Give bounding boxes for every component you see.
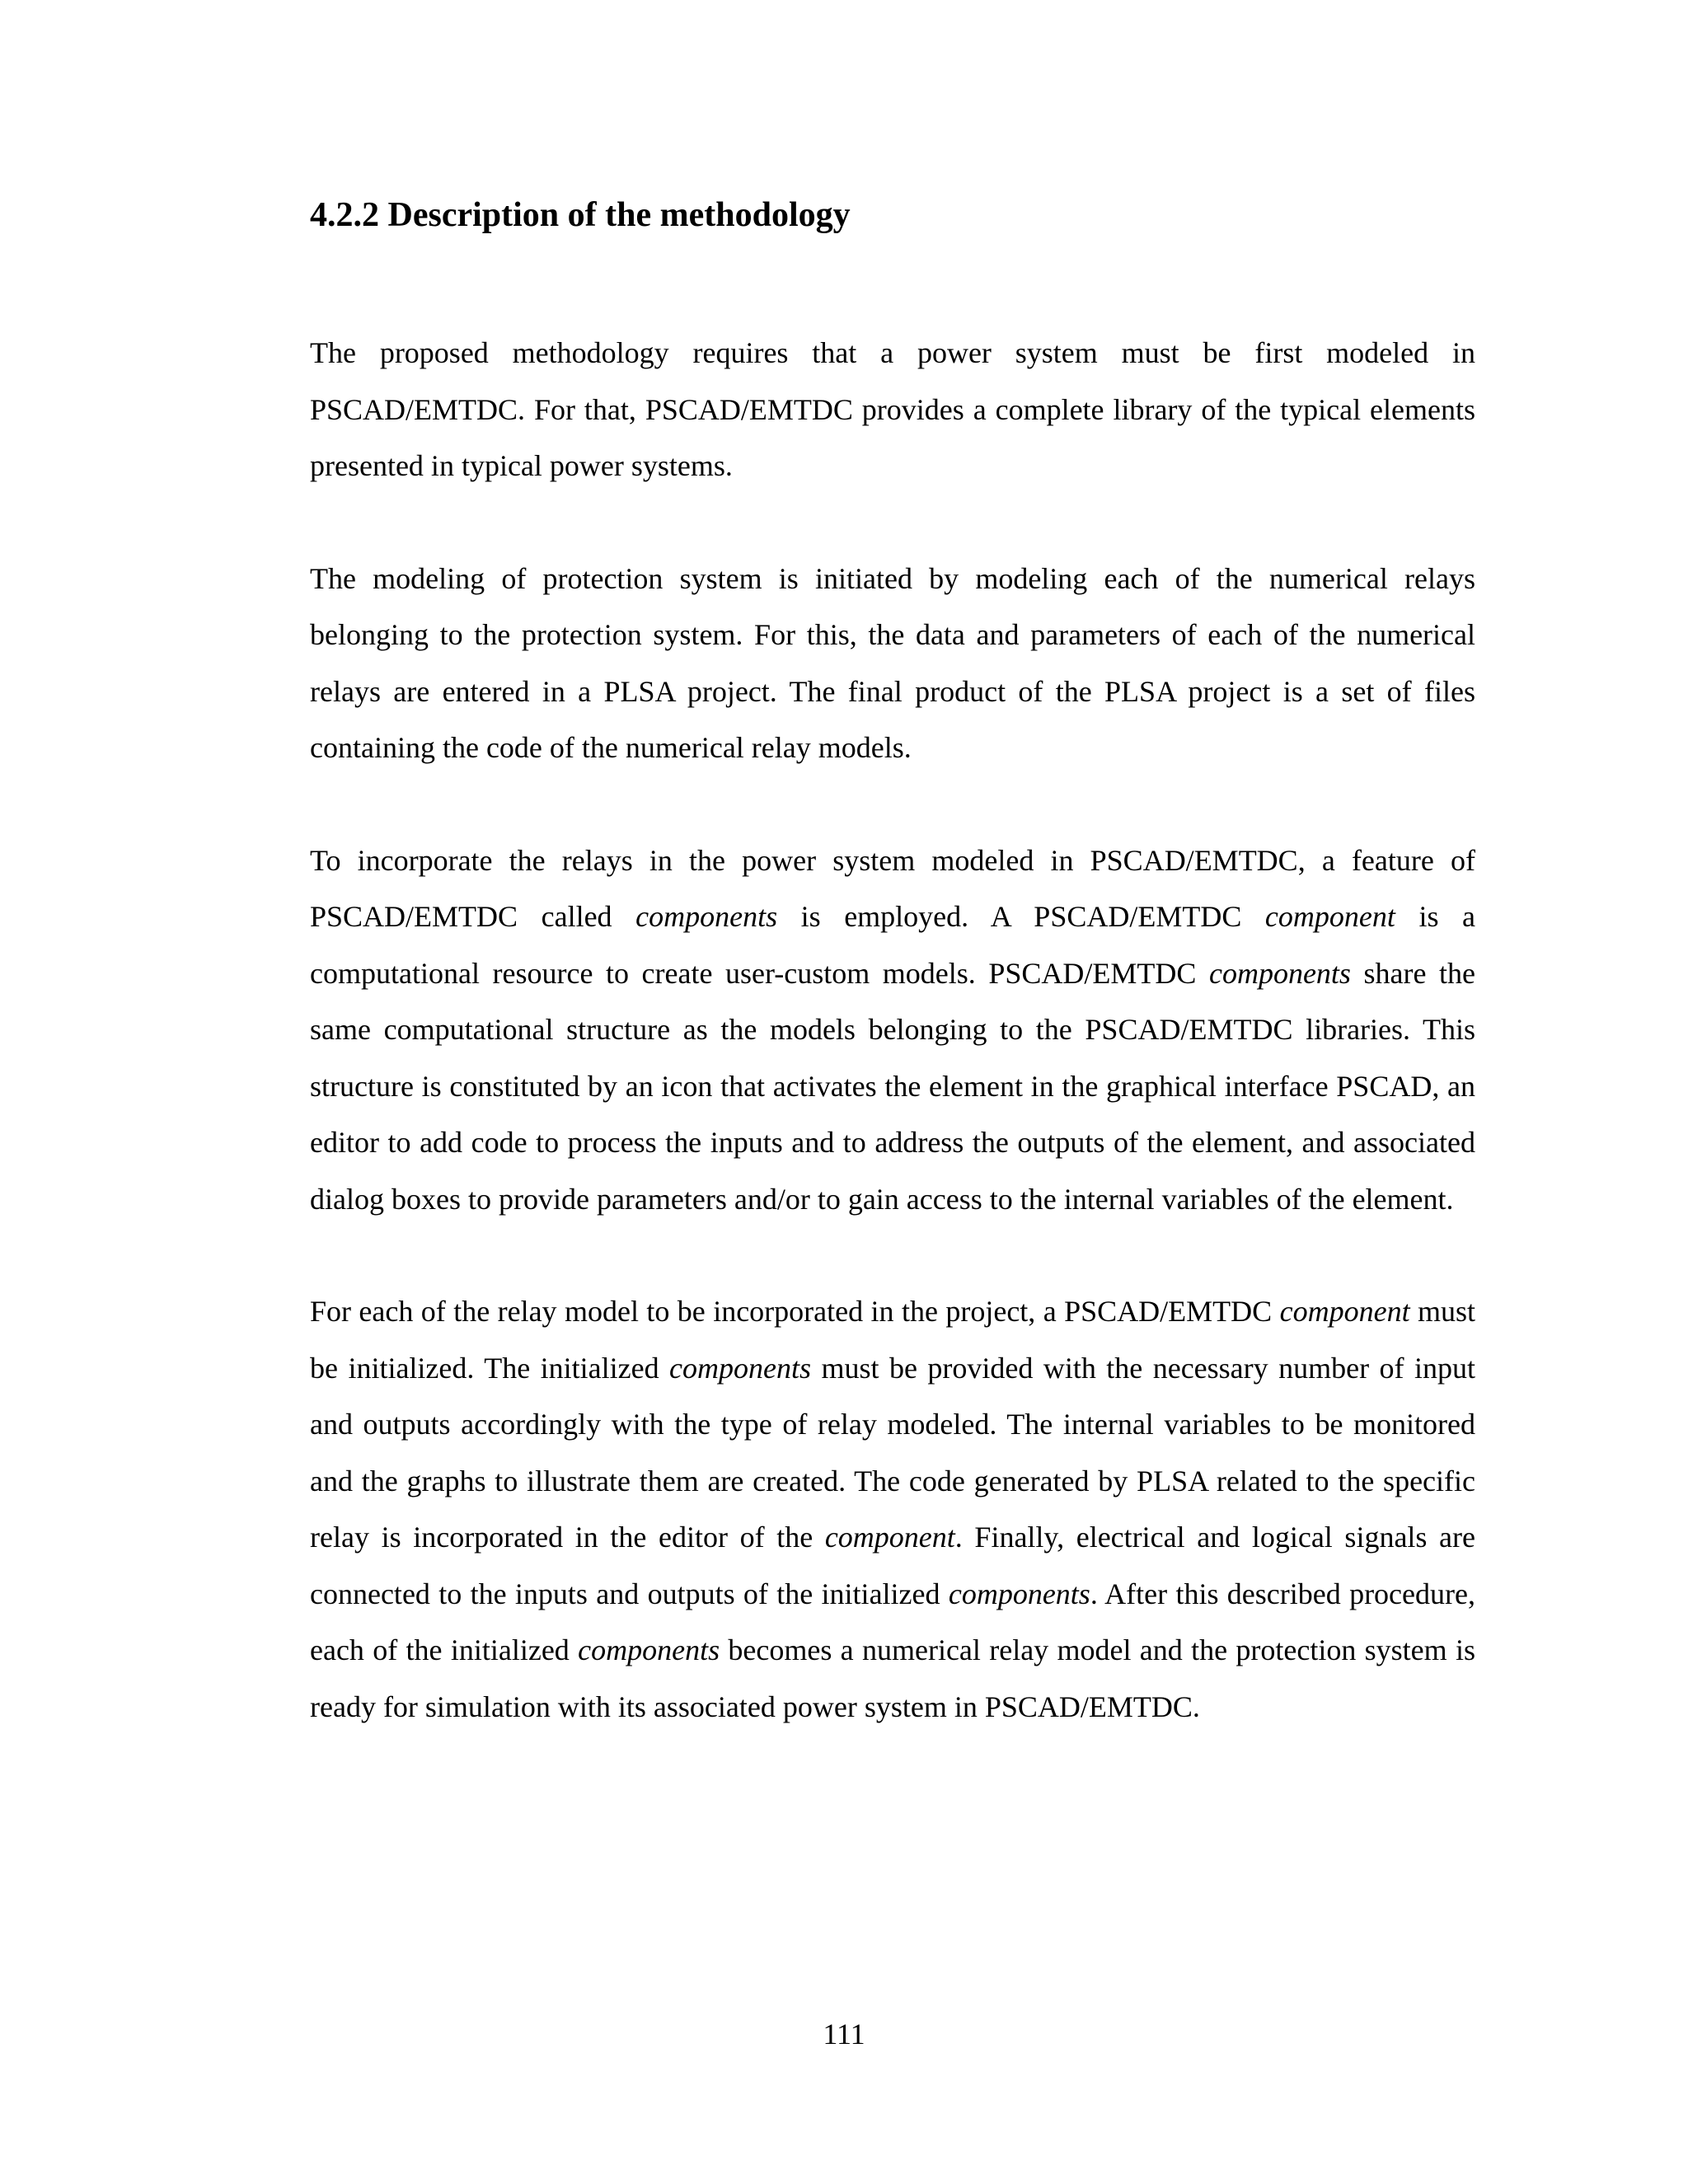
paragraph-4-italic-2: components xyxy=(669,1351,812,1385)
paragraph-1 xyxy=(310,325,1475,494)
paragraph-4 xyxy=(310,1283,1475,1735)
paragraph-4-text-2: must be initialized. The initialized xyxy=(310,1295,1476,1385)
paragraph-3-italic-1: components xyxy=(635,900,778,933)
paragraph-4-text-3: must be provided with the necessary number of input and outputs accordingly with the type of relay modeled. The internal variables to be monitored and the graphs to illustrate them are created. The code generated by PLSA related to the specific relay is incorporated in the editor of the xyxy=(310,1351,1475,1554)
page-content xyxy=(310,191,1475,1791)
paragraph-4-text-4: . Finally, electrical and logical signals are connected to the inputs and outputs of the initialized xyxy=(310,1521,1476,1610)
section-heading: 4.2.2 Description of the methodology xyxy=(310,196,851,234)
paragraph-3-text-4: share the same computational structure as the models belonging to the PSCAD/EMTDC libraries. This structure is constituted by an icon that activates the element in the graphical interface PSCAD, an editor to add code to process the inputs and to address the outputs of the element, and associated dialog boxes to provide parameters and/or to gain access to the internal variables of the element. xyxy=(310,956,1475,1216)
paragraph-3-text-2: is employed. A PSCAD/EMTDC xyxy=(777,900,1265,933)
paragraph-3-italic-2: component xyxy=(1264,900,1395,933)
paragraph-2 xyxy=(310,551,1475,776)
paragraph-3-text-1: To incorporate the relays in the power system modeled in PSCAD/EMTDC, a feature of PSCAD/EMTDC called xyxy=(310,843,1475,933)
paragraph-4-italic-4: components xyxy=(948,1577,1090,1610)
paragraph-1-text: The proposed methodology requires that a power system must be first modeled in PSCAD/EMTDC. For that, PSCAD/EMTDC provides a complete library of the typical elements presented in typical power systems. xyxy=(310,336,1475,482)
paragraph-4-text-1: For each of the relay model to be incorporated in the project, a PSCAD/EMTDC xyxy=(310,1295,1280,1328)
paragraph-4-italic-5: components xyxy=(578,1633,720,1666)
paragraph-3-text-3: is a computational resource to create user-custom models. PSCAD/EMTDC xyxy=(310,900,1475,990)
paragraph-4-text-6: becomes a numerical relay model and the protection system is ready for simulation with its associated power system in PSCAD/EMTDC. xyxy=(310,1633,1475,1723)
paragraph-4-italic-3: component xyxy=(824,1521,955,1554)
page-number: 111 xyxy=(823,2018,865,2050)
paragraph-2-text: The modeling of protection system is initiated by modeling each of the numerical relays belonging to the protection system. For this, the data and parameters of each of the numerical relays are entered in a PLSA project. The final product of the PLSA project is a set of files containing the code of the numerical relay models. xyxy=(310,561,1475,764)
paragraph-4-italic-1: component xyxy=(1279,1295,1410,1328)
paragraph-4-text-5: . After this described procedure, each of the initialized xyxy=(310,1577,1475,1666)
paragraph-3-italic-3: components xyxy=(1208,956,1351,990)
paragraph-3 xyxy=(310,832,1475,1228)
